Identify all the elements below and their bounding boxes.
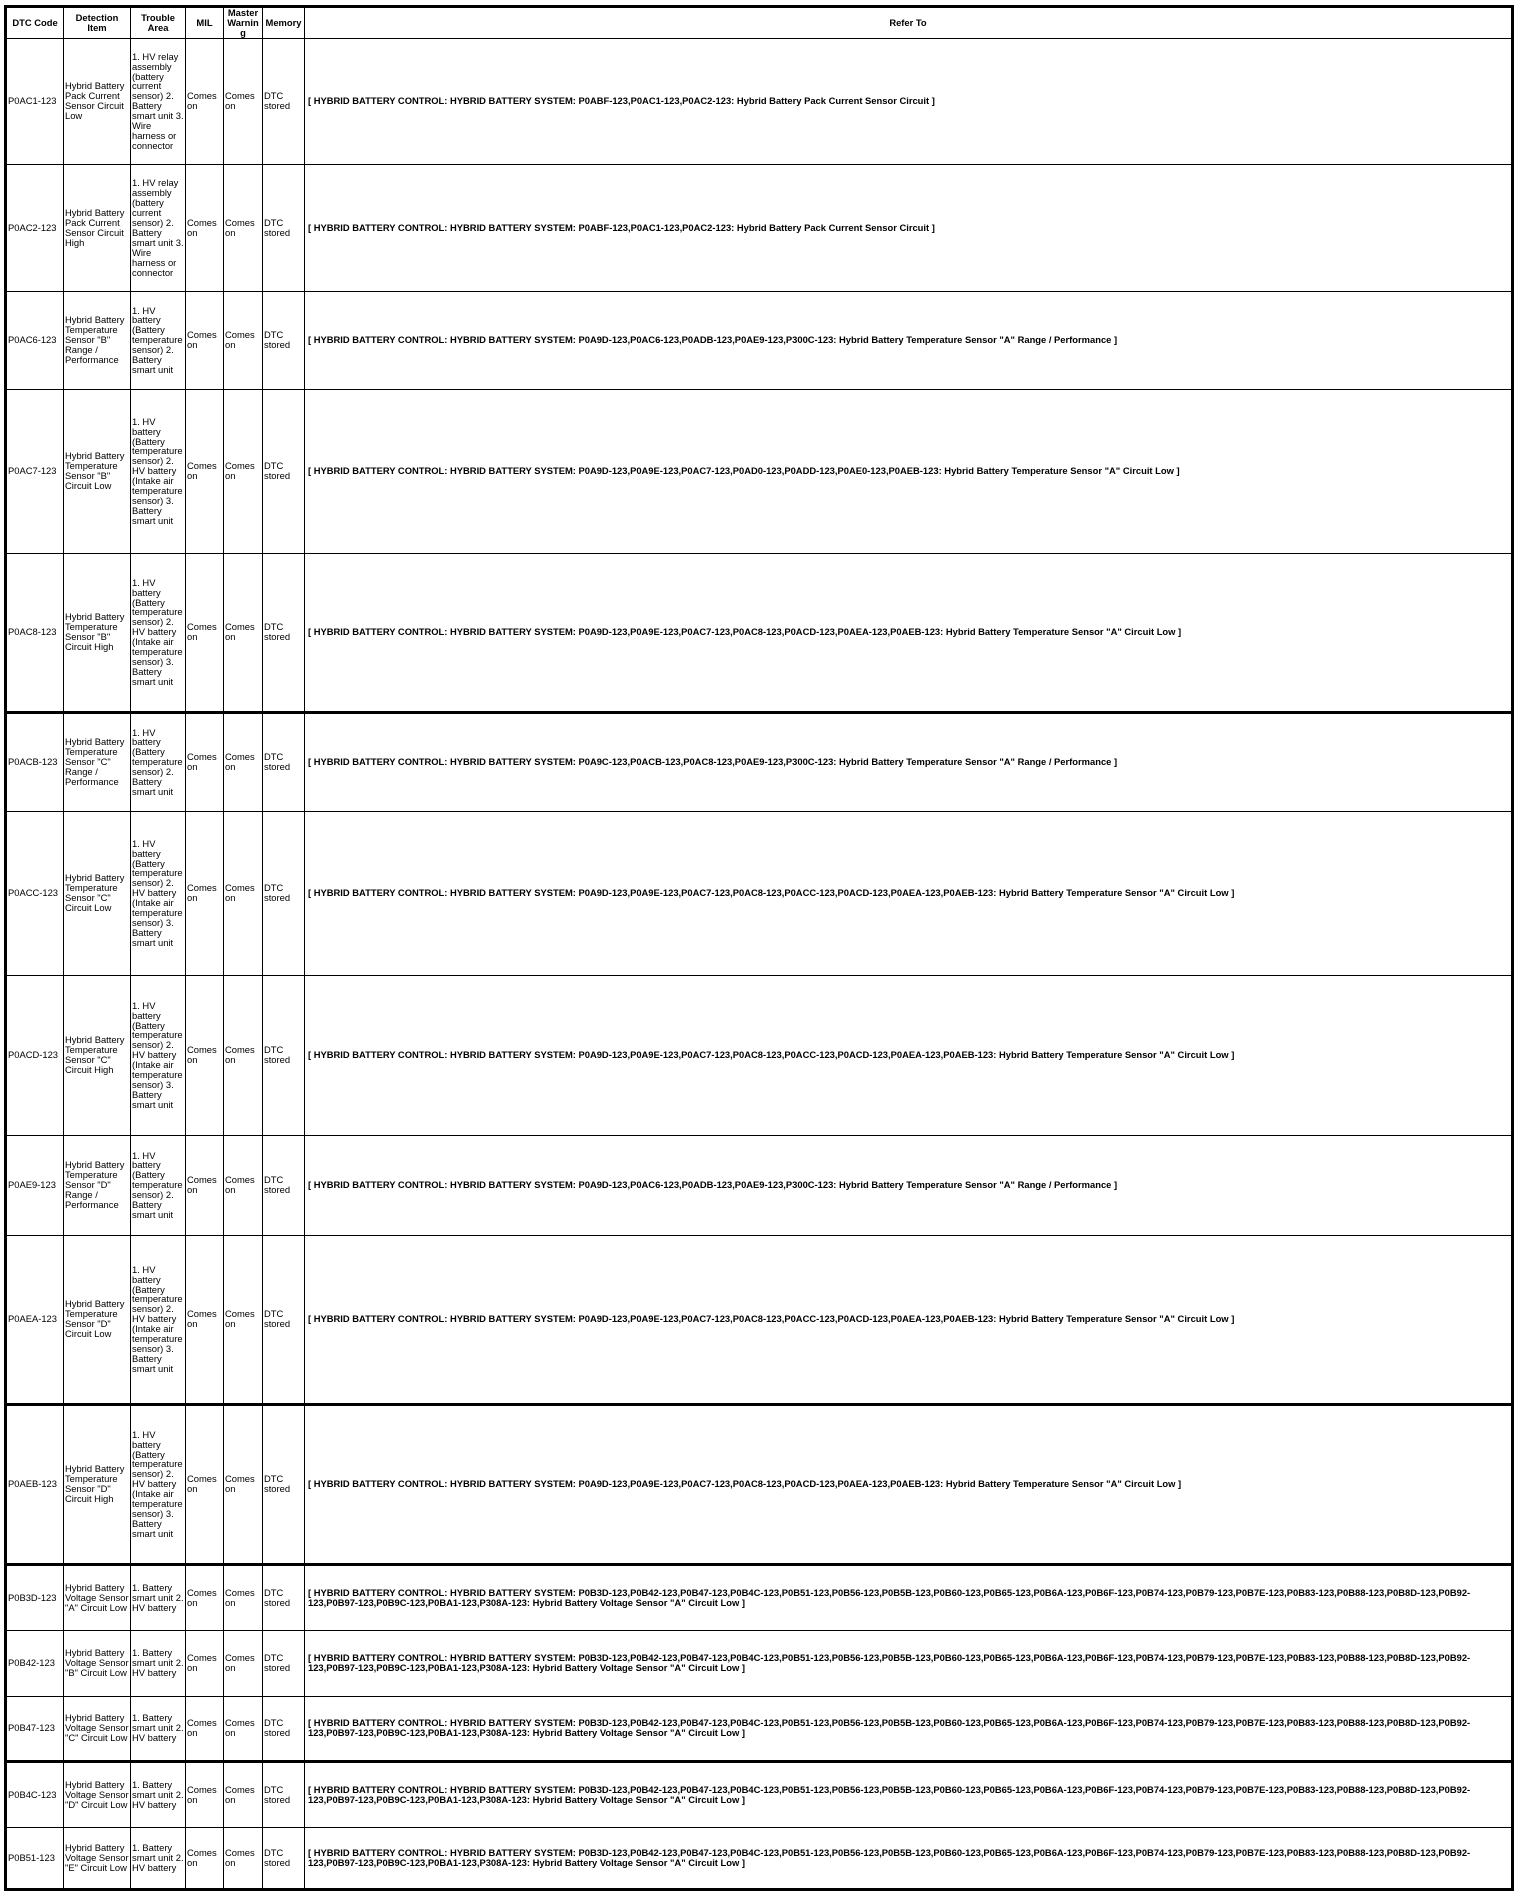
- mil-cell: Comes on: [186, 38, 224, 164]
- detection-item-cell: Hybrid Battery Voltage Sensor "E" Circuit Low: [64, 1827, 131, 1889]
- refer-to-link[interactable]: [ HYBRID BATTERY CONTROL: HYBRID BATTERY SYSTEM: P0ABF-123,P0AC1-123,P0AC2-123: Hybrid Battery Pack Current Sensor Circuit ]: [305, 38, 1513, 164]
- detection-item-cell: Hybrid Battery Voltage Sensor "B" Circuit Low: [64, 1630, 131, 1696]
- dtc-code-cell: P0AC2-123: [6, 164, 64, 291]
- detection-item-cell: Hybrid Battery Temperature Sensor "D" Range / Performance: [64, 1135, 131, 1235]
- memory-cell: DTC stored: [263, 712, 305, 811]
- master-warning-cell: Comes on: [224, 1564, 263, 1630]
- memory-cell: DTC stored: [263, 553, 305, 712]
- trouble-area-cell: 1. HV battery (Battery temperature sensor) 2. HV battery (Intake air temperature sensor) 3. Battery smart unit: [131, 975, 186, 1135]
- refer-to-link[interactable]: [ HYBRID BATTERY CONTROL: HYBRID BATTERY SYSTEM: P0A9D-123,P0A9E-123,P0AC7-123,P0AD0-123,P0ADD-123,P0AE0-123,P0AEB-123: Hybrid Battery Temperature Sensor "A" Circuit Low ]: [305, 389, 1513, 553]
- mil-cell: Comes on: [186, 1135, 224, 1235]
- mil-cell: Comes on: [186, 1761, 224, 1827]
- trouble-area-cell: 1. HV battery (Battery temperature sensor) 2. Battery smart unit: [131, 1135, 186, 1235]
- dtc-code-cell: P0ACB-123: [6, 712, 64, 811]
- refer-to-link[interactable]: [ HYBRID BATTERY CONTROL: HYBRID BATTERY SYSTEM: P0B3D-123,P0B42-123,P0B47-123,P0B4C-123,P0B51-123,P0B56-123,P0B5B-123,P0B60-123,P0B65-123,P0B6A-123,P0B6F-123,P0B74-123,P0B79-123,P0B7E-123,P0B83-123,P0B88-123,P0B8D-123,P0B92-123,P0B97-123,P0B9C-123,P0BA1-123,P308A-123: Hybrid Battery Voltage Sensor "A" Circuit Low ]: [305, 1761, 1513, 1827]
- memory-cell: DTC stored: [263, 1564, 305, 1630]
- dtc-code-cell: P0AC1-123: [6, 38, 64, 164]
- dtc-code-cell: P0AC7-123: [6, 389, 64, 553]
- dtc-code-cell: P0B42-123: [6, 1630, 64, 1696]
- memory-cell: DTC stored: [263, 1630, 305, 1696]
- trouble-area-cell: 1. HV battery (Battery temperature sensor) 2. HV battery (Intake air temperature sensor) 3. Battery smart unit: [131, 811, 186, 975]
- table-row: [6, 1630, 1513, 1696]
- mil-cell: Comes on: [186, 712, 224, 811]
- mil-cell: Comes on: [186, 1696, 224, 1761]
- mil-cell: Comes on: [186, 164, 224, 291]
- trouble-area-cell: 1. HV battery (Battery temperature sensor) 2. Battery smart unit: [131, 291, 186, 389]
- dtc-code-cell: P0ACD-123: [6, 975, 64, 1135]
- table-row: [6, 164, 1513, 291]
- detection-item-cell: Hybrid Battery Voltage Sensor "A" Circuit Low: [64, 1564, 131, 1630]
- memory-cell: DTC stored: [263, 1761, 305, 1827]
- header-refer-to: Refer To: [305, 7, 1513, 39]
- memory-cell: DTC stored: [263, 1404, 305, 1564]
- detection-item-cell: Hybrid Battery Pack Current Sensor Circuit Low: [64, 38, 131, 164]
- trouble-area-cell: 1. Battery smart unit 2. HV battery: [131, 1696, 186, 1761]
- trouble-area-cell: 1. HV battery (Battery temperature sensor) 2. HV battery (Intake air temperature sensor) 3. Battery smart unit: [131, 1235, 186, 1404]
- detection-item-cell: Hybrid Battery Temperature Sensor "D" Circuit Low: [64, 1235, 131, 1404]
- table-row: [6, 1696, 1513, 1761]
- detection-item-cell: Hybrid Battery Temperature Sensor "B" Circuit High: [64, 553, 131, 712]
- master-warning-cell: Comes on: [224, 38, 263, 164]
- header-memory: Memory: [263, 7, 305, 39]
- trouble-area-cell: 1. HV battery (Battery temperature sensor) 2. HV battery (Intake air temperature sensor) 3. Battery smart unit: [131, 1404, 186, 1564]
- table-row: [6, 811, 1513, 975]
- detection-item-cell: Hybrid Battery Temperature Sensor "C" Range / Performance: [64, 712, 131, 811]
- mil-cell: Comes on: [186, 811, 224, 975]
- mil-cell: Comes on: [186, 553, 224, 712]
- dtc-code-cell: P0B47-123: [6, 1696, 64, 1761]
- table-row: [6, 1564, 1513, 1630]
- trouble-area-cell: 1. HV relay assembly (battery current sensor) 2. Battery smart unit 3. Wire harness or connector: [131, 38, 186, 164]
- trouble-area-cell: 1. HV battery (Battery temperature sensor) 2. Battery smart unit: [131, 712, 186, 811]
- table-row: [6, 553, 1513, 712]
- trouble-area-cell: 1. HV relay assembly (battery current sensor) 2. Battery smart unit 3. Wire harness or connector: [131, 164, 186, 291]
- table-row: [6, 389, 1513, 553]
- table-row: [6, 712, 1513, 811]
- mil-cell: Comes on: [186, 1404, 224, 1564]
- refer-to-link[interactable]: [ HYBRID BATTERY CONTROL: HYBRID BATTERY SYSTEM: P0A9C-123,P0ACB-123,P0AC8-123,P0AE9-123,P300C-123: Hybrid Battery Temperature Sensor "A" Range / Performance ]: [305, 712, 1513, 811]
- detection-item-cell: Hybrid Battery Pack Current Sensor Circuit High: [64, 164, 131, 291]
- table-row: [6, 1404, 1513, 1564]
- refer-to-link[interactable]: [ HYBRID BATTERY CONTROL: HYBRID BATTERY SYSTEM: P0B3D-123,P0B42-123,P0B47-123,P0B4C-123,P0B51-123,P0B56-123,P0B5B-123,P0B60-123,P0B65-123,P0B6A-123,P0B6F-123,P0B74-123,P0B79-123,P0B7E-123,P0B83-123,P0B88-123,P0B8D-123,P0B92-123,P0B97-123,P0B9C-123,P0BA1-123,P308A-123: Hybrid Battery Voltage Sensor "A" Circuit Low ]: [305, 1827, 1513, 1889]
- mil-cell: Comes on: [186, 1630, 224, 1696]
- header-trouble-area: Trouble Area: [131, 7, 186, 39]
- header-dtc-code: DTC Code: [6, 7, 64, 39]
- memory-cell: DTC stored: [263, 164, 305, 291]
- mil-cell: Comes on: [186, 1235, 224, 1404]
- memory-cell: DTC stored: [263, 811, 305, 975]
- dtc-code-cell: P0B4C-123: [6, 1761, 64, 1827]
- table-row: [6, 291, 1513, 389]
- master-warning-cell: Comes on: [224, 1630, 263, 1696]
- dtc-code-cell: P0B51-123: [6, 1827, 64, 1889]
- mil-cell: Comes on: [186, 975, 224, 1135]
- master-warning-cell: Comes on: [224, 811, 263, 975]
- memory-cell: DTC stored: [263, 975, 305, 1135]
- trouble-area-cell: 1. Battery smart unit 2. HV battery: [131, 1827, 186, 1889]
- refer-to-link[interactable]: [ HYBRID BATTERY CONTROL: HYBRID BATTERY SYSTEM: P0A9D-123,P0A9E-123,P0AC7-123,P0AC8-123,P0ACC-123,P0ACD-123,P0AEA-123,P0AEB-123: Hybrid Battery Temperature Sensor "A" Circuit Low ]: [305, 1235, 1513, 1404]
- master-warning-cell: Comes on: [224, 553, 263, 712]
- memory-cell: DTC stored: [263, 1696, 305, 1761]
- memory-cell: DTC stored: [263, 389, 305, 553]
- detection-item-cell: Hybrid Battery Voltage Sensor "D" Circuit Low: [64, 1761, 131, 1827]
- master-warning-cell: Comes on: [224, 975, 263, 1135]
- refer-to-link[interactable]: [ HYBRID BATTERY CONTROL: HYBRID BATTERY SYSTEM: P0A9D-123,P0A9E-123,P0AC7-123,P0AC8-123,P0ACD-123,P0AEA-123,P0AEB-123: Hybrid Battery Temperature Sensor "A" Circuit Low ]: [305, 1404, 1513, 1564]
- table-row: [6, 1761, 1513, 1827]
- master-warning-cell: Comes on: [224, 1235, 263, 1404]
- dtc-code-cell: P0AC8-123: [6, 553, 64, 712]
- memory-cell: DTC stored: [263, 1235, 305, 1404]
- master-warning-cell: Comes on: [224, 389, 263, 553]
- memory-cell: DTC stored: [263, 1135, 305, 1235]
- refer-to-link[interactable]: [ HYBRID BATTERY CONTROL: HYBRID BATTERY SYSTEM: P0A9D-123,P0A9E-123,P0AC7-123,P0AC8-123,P0ACC-123,P0ACD-123,P0AEA-123,P0AEB-123: Hybrid Battery Temperature Sensor "A" Circuit Low ]: [305, 975, 1513, 1135]
- refer-to-link[interactable]: [ HYBRID BATTERY CONTROL: HYBRID BATTERY SYSTEM: P0A9D-123,P0A9E-123,P0AC7-123,P0AC8-123,P0ACC-123,P0ACD-123,P0AEA-123,P0AEB-123: Hybrid Battery Temperature Sensor "A" Circuit Low ]: [305, 811, 1513, 975]
- master-warning-cell: Comes on: [224, 1827, 263, 1889]
- mil-cell: Comes on: [186, 1564, 224, 1630]
- detection-item-cell: Hybrid Battery Temperature Sensor "B" Circuit Low: [64, 389, 131, 553]
- master-warning-cell: Comes on: [224, 291, 263, 389]
- mil-cell: Comes on: [186, 1827, 224, 1889]
- master-warning-cell: Comes on: [224, 1761, 263, 1827]
- refer-to-link[interactable]: [ HYBRID BATTERY CONTROL: HYBRID BATTERY SYSTEM: P0A9D-123,P0AC6-123,P0ADB-123,P0AE9-123,P300C-123: Hybrid Battery Temperature Sensor "A" Range / Performance ]: [305, 291, 1513, 389]
- trouble-area-cell: 1. HV battery (Battery temperature sensor) 2. HV battery (Intake air temperature sensor) 3. Battery smart unit: [131, 389, 186, 553]
- header-detection-item: Detection Item: [64, 7, 131, 39]
- trouble-area-cell: 1. Battery smart unit 2. HV battery: [131, 1630, 186, 1696]
- refer-to-link[interactable]: [ HYBRID BATTERY CONTROL: HYBRID BATTERY SYSTEM: P0B3D-123,P0B42-123,P0B47-123,P0B4C-123,P0B51-123,P0B56-123,P0B5B-123,P0B60-123,P0B65-123,P0B6A-123,P0B6F-123,P0B74-123,P0B79-123,P0B7E-123,P0B83-123,P0B88-123,P0B8D-123,P0B92-123,P0B97-123,P0B9C-123,P0BA1-123,P308A-123: Hybrid Battery Voltage Sensor "A" Circuit Low ]: [305, 1630, 1513, 1696]
- table-row: [6, 1135, 1513, 1235]
- refer-to-link[interactable]: [ HYBRID BATTERY CONTROL: HYBRID BATTERY SYSTEM: P0B3D-123,P0B42-123,P0B47-123,P0B4C-123,P0B51-123,P0B56-123,P0B5B-123,P0B60-123,P0B65-123,P0B6A-123,P0B6F-123,P0B74-123,P0B79-123,P0B7E-123,P0B83-123,P0B88-123,P0B8D-123,P0B92-123,P0B97-123,P0B9C-123,P0BA1-123,P308A-123: Hybrid Battery Voltage Sensor "A" Circuit Low ]: [305, 1564, 1513, 1630]
- dtc-code-cell: P0AEA-123: [6, 1235, 64, 1404]
- refer-to-link[interactable]: [ HYBRID BATTERY CONTROL: HYBRID BATTERY SYSTEM: P0A9D-123,P0AC6-123,P0ADB-123,P0AE9-123,P300C-123: Hybrid Battery Temperature Sensor "A" Range / Performance ]: [305, 1135, 1513, 1235]
- refer-to-link[interactable]: [ HYBRID BATTERY CONTROL: HYBRID BATTERY SYSTEM: P0A9D-123,P0A9E-123,P0AC7-123,P0AC8-123,P0ACD-123,P0AEA-123,P0AEB-123: Hybrid Battery Temperature Sensor "A" Circuit Low ]: [305, 553, 1513, 712]
- detection-item-cell: Hybrid Battery Voltage Sensor "C" Circuit Low: [64, 1696, 131, 1761]
- header-mil: MIL: [186, 7, 224, 39]
- detection-item-cell: Hybrid Battery Temperature Sensor "D" Circuit High: [64, 1404, 131, 1564]
- trouble-area-cell: 1. Battery smart unit 2. HV battery: [131, 1564, 186, 1630]
- dtc-code-cell: P0B3D-123: [6, 1564, 64, 1630]
- memory-cell: DTC stored: [263, 38, 305, 164]
- memory-cell: DTC stored: [263, 1827, 305, 1889]
- header-master-warning: Master Warning: [224, 7, 263, 39]
- dtc-code-cell: P0AEB-123: [6, 1404, 64, 1564]
- master-warning-cell: Comes on: [224, 1404, 263, 1564]
- dtc-code-cell: P0AC6-123: [6, 291, 64, 389]
- master-warning-cell: Comes on: [224, 164, 263, 291]
- master-warning-cell: Comes on: [224, 1696, 263, 1761]
- table-row: [6, 975, 1513, 1135]
- dtc-table: [4, 5, 1514, 1891]
- header-row: [6, 7, 1513, 39]
- table-row: [6, 38, 1513, 164]
- refer-to-link[interactable]: [ HYBRID BATTERY CONTROL: HYBRID BATTERY SYSTEM: P0B3D-123,P0B42-123,P0B47-123,P0B4C-123,P0B51-123,P0B56-123,P0B5B-123,P0B60-123,P0B65-123,P0B6A-123,P0B6F-123,P0B74-123,P0B79-123,P0B7E-123,P0B83-123,P0B88-123,P0B8D-123,P0B92-123,P0B97-123,P0B9C-123,P0BA1-123,P308A-123: Hybrid Battery Voltage Sensor "A" Circuit Low ]: [305, 1696, 1513, 1761]
- mil-cell: Comes on: [186, 291, 224, 389]
- dtc-code-cell: P0AE9-123: [6, 1135, 64, 1235]
- trouble-area-cell: 1. HV battery (Battery temperature sensor) 2. HV battery (Intake air temperature sensor) 3. Battery smart unit: [131, 553, 186, 712]
- detection-item-cell: Hybrid Battery Temperature Sensor "C" Circuit High: [64, 975, 131, 1135]
- master-warning-cell: Comes on: [224, 712, 263, 811]
- table-row: [6, 1827, 1513, 1889]
- detection-item-cell: Hybrid Battery Temperature Sensor "C" Circuit Low: [64, 811, 131, 975]
- mil-cell: Comes on: [186, 389, 224, 553]
- table-row: [6, 1235, 1513, 1404]
- trouble-area-cell: 1. Battery smart unit 2. HV battery: [131, 1761, 186, 1827]
- master-warning-cell: Comes on: [224, 1135, 263, 1235]
- table-body: [6, 38, 1513, 1889]
- detection-item-cell: Hybrid Battery Temperature Sensor "B" Range / Performance: [64, 291, 131, 389]
- refer-to-link[interactable]: [ HYBRID BATTERY CONTROL: HYBRID BATTERY SYSTEM: P0ABF-123,P0AC1-123,P0AC2-123: Hybrid Battery Pack Current Sensor Circuit ]: [305, 164, 1513, 291]
- dtc-code-cell: P0ACC-123: [6, 811, 64, 975]
- memory-cell: DTC stored: [263, 291, 305, 389]
